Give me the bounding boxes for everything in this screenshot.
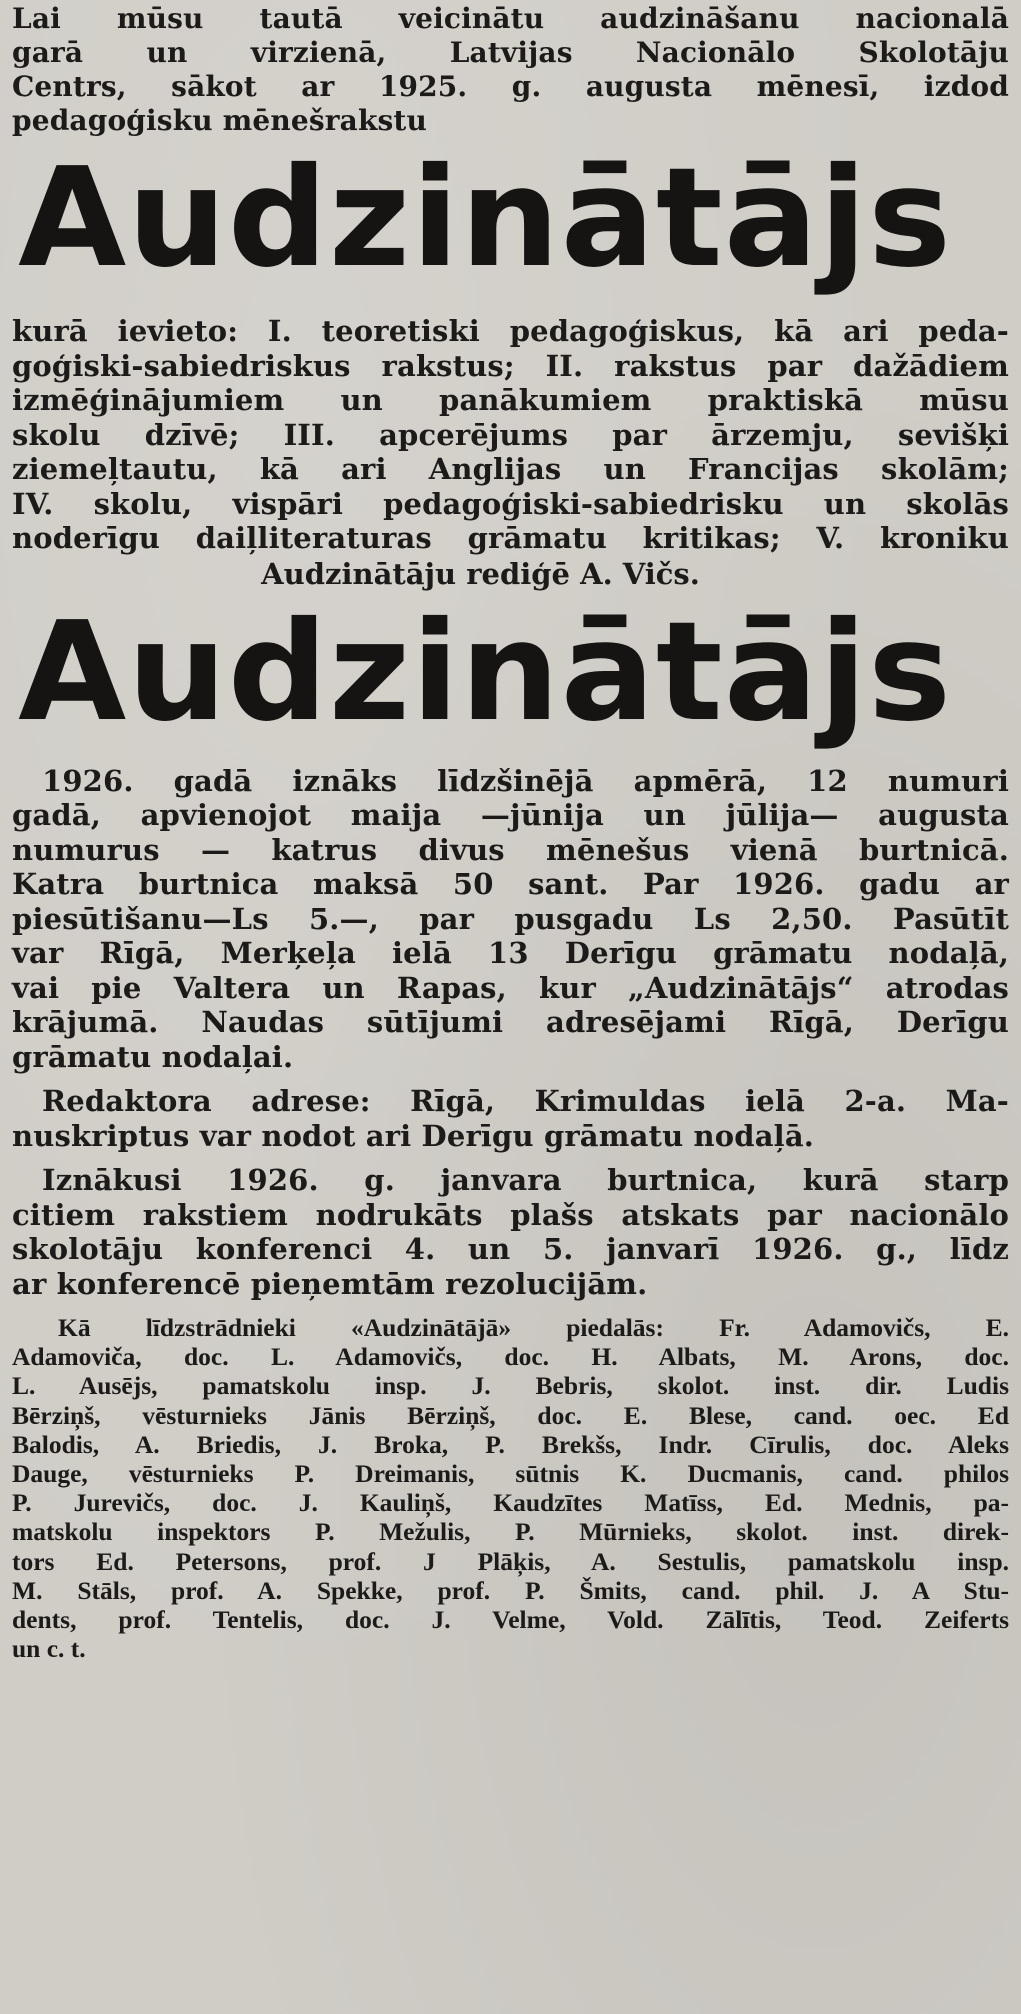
editor-address-line: Redaktora adrese: Rīgā, Krimuldas ielā 2-a. Ma-	[42, 1084, 1009, 1118]
january-issue-line: skolotāju konferenci 4. un 5. janvarī 1926. g., līdz	[12, 1232, 1009, 1266]
intro-line: Centrs, sākot ar 1925. g. augusta mēnesī, izdod	[12, 70, 1009, 103]
contributors-paragraph	[12, 1313, 1009, 1663]
january-issue-line: ar konferencē pieņemtām rezolucijām.	[12, 1266, 648, 1301]
contributors-line: M. Stāls, prof. A. Spekke, prof. P. Šmits, cand. phil. J. A Stu-	[12, 1575, 1009, 1605]
contributors-line: Balodis, A. Briedis, J. Broka, P. Brekšs, Indr. Cīrulis, doc. Aleks	[12, 1429, 1009, 1459]
contents-line: noderīgu daiļliteraturas grāmatu kritikas; V. kroniku	[12, 521, 1009, 555]
contributors-line: tors Ed. Petersons, prof. J Plāķis, A. Sestulis, pamatskolu insp.	[12, 1546, 1009, 1576]
subscription-line: numurus — katrus divus mēnešus vienā burtnicā.	[12, 832, 1009, 867]
subscription-line: 1926. gadā iznāks līdzšinējā apmērā, 12 numuri	[42, 763, 1009, 798]
intro-line: Lai mūsu tautā veicinātu audzināšanu nacionalā	[12, 2, 1009, 35]
editor-address-paragraph	[12, 1084, 1009, 1153]
contents-line: ziemeļtautu, kā ari Anglijas un Francijas skolām;	[12, 452, 1009, 486]
masthead-title-second: Audzinātājs	[18, 592, 953, 752]
subscription-line: gadā, apvienojot maija —jūnija un jūlija— augusta	[12, 798, 1009, 832]
contributors-line: L. Ausējs, pamatskolu insp. J. Bebris, skolot. inst. dir. Ludis	[12, 1371, 1009, 1401]
contributors-line: matskolu inspektors P. Mežulis, P. Mūrnieks, skolot. inst. direk-	[12, 1517, 1009, 1547]
subscription-line: krājumā. Naudas sūtījumi adresējami Rīgā, Derīgu	[12, 1005, 1009, 1039]
january-issue-line: citiem rakstiem nodrukāts plašs atskats par nacionālo	[12, 1197, 1009, 1232]
contents-line: kurā ievieto: I. teoretiski pedagoģiskus, kā ari peda-	[12, 314, 1009, 348]
contributors-line: un c. t.	[12, 1634, 86, 1664]
subscription-line: var Rīgā, Merķeļa ielā 13 Derīgu grāmatu nodaļā,	[12, 936, 1009, 970]
intro-line: pedagoģisku mēnešrakstu	[12, 104, 428, 137]
subscription-line: vai pie Valtera un Rapas, kur „Audzinātājs“ atrodas	[12, 970, 1009, 1005]
contents-line: goģiski-sabiedriskus rakstus; II. rakstus par dažādiem	[12, 348, 1009, 383]
subscription-paragraph	[12, 764, 1009, 1075]
editor-credit: Audzinātāju rediģē A. Vičs.	[261, 556, 700, 591]
contributors-line: dents, prof. Tentelis, doc. J. Velme, Vold. Zālītis, Teod. Zeiferts	[12, 1605, 1009, 1635]
subscription-line: grāmatu nodaļai.	[12, 1039, 294, 1074]
intro-line: garā un virzienā, Latvijas Nacionālo Skolotāju	[12, 36, 1009, 69]
contributors-line: P. Jurevičs, doc. J. Kauliņš, Kaudzītes Matīss, Ed. Mednis, pa-	[12, 1488, 1009, 1518]
contents-line: skolu dzīvē; III. apcerējums par ārzemju, sevišķi	[12, 417, 1009, 452]
contents-line: izmēģinājumiem un panākumiem praktiskā mūsu	[12, 383, 1009, 417]
intro-paragraph	[12, 2, 1009, 138]
january-issue-paragraph	[12, 1163, 1009, 1301]
subscription-line: Katra burtnica maksā 50 sant. Par 1926. gadu ar	[12, 867, 1009, 901]
contents-paragraph	[12, 314, 1009, 592]
contributors-line: Adamoviča, doc. L. Adamovičs, doc. H. Albats, M. Arons, doc.	[12, 1342, 1009, 1372]
january-issue-line: Iznākusi 1926. g. janvara burtnica, kurā starp	[42, 1163, 1009, 1197]
editor-address-line: nuskriptus var nodot ari Derīgu grāmatu nodaļā.	[12, 1118, 815, 1153]
contributors-line: Bērziņš, vēsturnieks Jānis Bērziņš, doc. E. Blese, cand. oec. Ed	[12, 1400, 1009, 1430]
contributors-line: Dauge, vēsturnieks P. Dreimanis, sūtnis K. Ducmanis, cand. philos	[12, 1459, 1009, 1489]
masthead-title: Audzinātājs	[18, 139, 953, 298]
contents-line: IV. skolu, vispāri pedagoģiski-sabiedrisku un skolās	[12, 486, 1009, 521]
contributors-line: Kā līdzstrādnieki «Audzinātājā» piedalās: Fr. Adamovičs, E.	[58, 1313, 1009, 1342]
subscription-line: piesūtišanu—Ls 5.—, par pusgadu Ls 2,50. Pasūtīt	[12, 901, 1009, 936]
